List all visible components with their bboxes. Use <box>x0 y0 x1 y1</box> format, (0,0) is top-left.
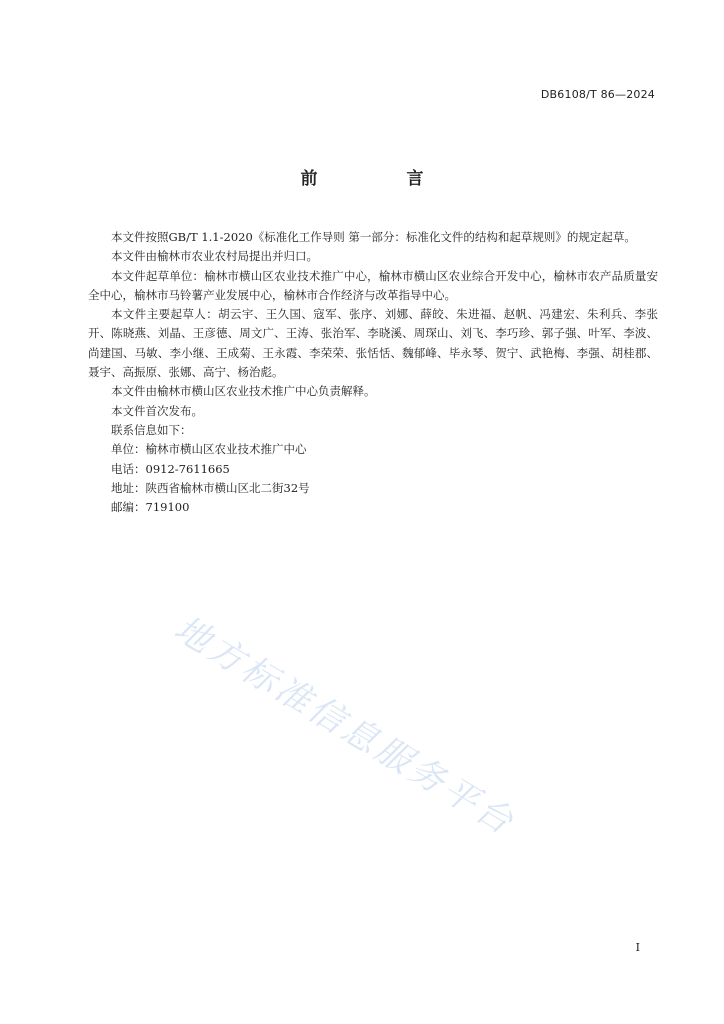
page-title: 前 言 <box>300 169 460 189</box>
contact-unit: 单位：榆林市横山区农业技术推广中心 <box>111 442 307 457</box>
contact-postcode: 邮编：719100 <box>111 500 190 515</box>
paragraph-first-release: 本文件首次发布。 <box>111 403 203 418</box>
paragraph-proposer: 本文件由榆林市农业农村局提出并归口。 <box>111 249 318 264</box>
contact-address: 地址：陕西省榆林市横山区北二街32号 <box>111 480 310 495</box>
paragraph-drafters: 本文件主要起草人：胡云宇、王久国、寇军、张序、刘娜、薛皎、朱进福、赵帆、冯建宏、朱利兵、李张开、陈晓燕、刘晶、王彦德、周文广、王涛、张治军、李晓溪、周琛山、刘飞、李巧珍、郭子强、叶军、李波、尚建国、马敏、李小继、王成菊、王永霞、李荣荣、张恬恬、魏郁峰、毕永琴、贺宁、武艳梅、李强、胡桂郡、聂宇、高振原、张娜、高宁、杨治彪。 <box>88 307 658 380</box>
paragraph-contact-heading: 联系信息如下： <box>111 422 192 437</box>
paragraph-interpretation: 本文件由榆林市横山区农业技术推广中心负责解释。 <box>111 384 376 399</box>
watermark: 地方标准信息服务平台 <box>167 608 523 845</box>
paragraph-drafting-rules: 本文件按照GB/T 1.1-2020《标准化工作导则 第一部分：标准化文件的结构和起草规则》的规定起草。 <box>111 230 636 244</box>
document-body <box>88 228 658 517</box>
contact-phone: 电话：0912-7611665 <box>111 461 230 476</box>
paragraph-drafting-units: 本文件起草单位：榆林市横山区农业技术推广中心，榆林市横山区农业综合开发中心，榆林市农产品质量安全中心，榆林市马铃薯产业发展中心，榆林市合作经济与改革指导中心。 <box>88 268 658 302</box>
document-code: DB6108/T 86—2024 <box>540 88 655 101</box>
page-number: I <box>635 941 640 954</box>
